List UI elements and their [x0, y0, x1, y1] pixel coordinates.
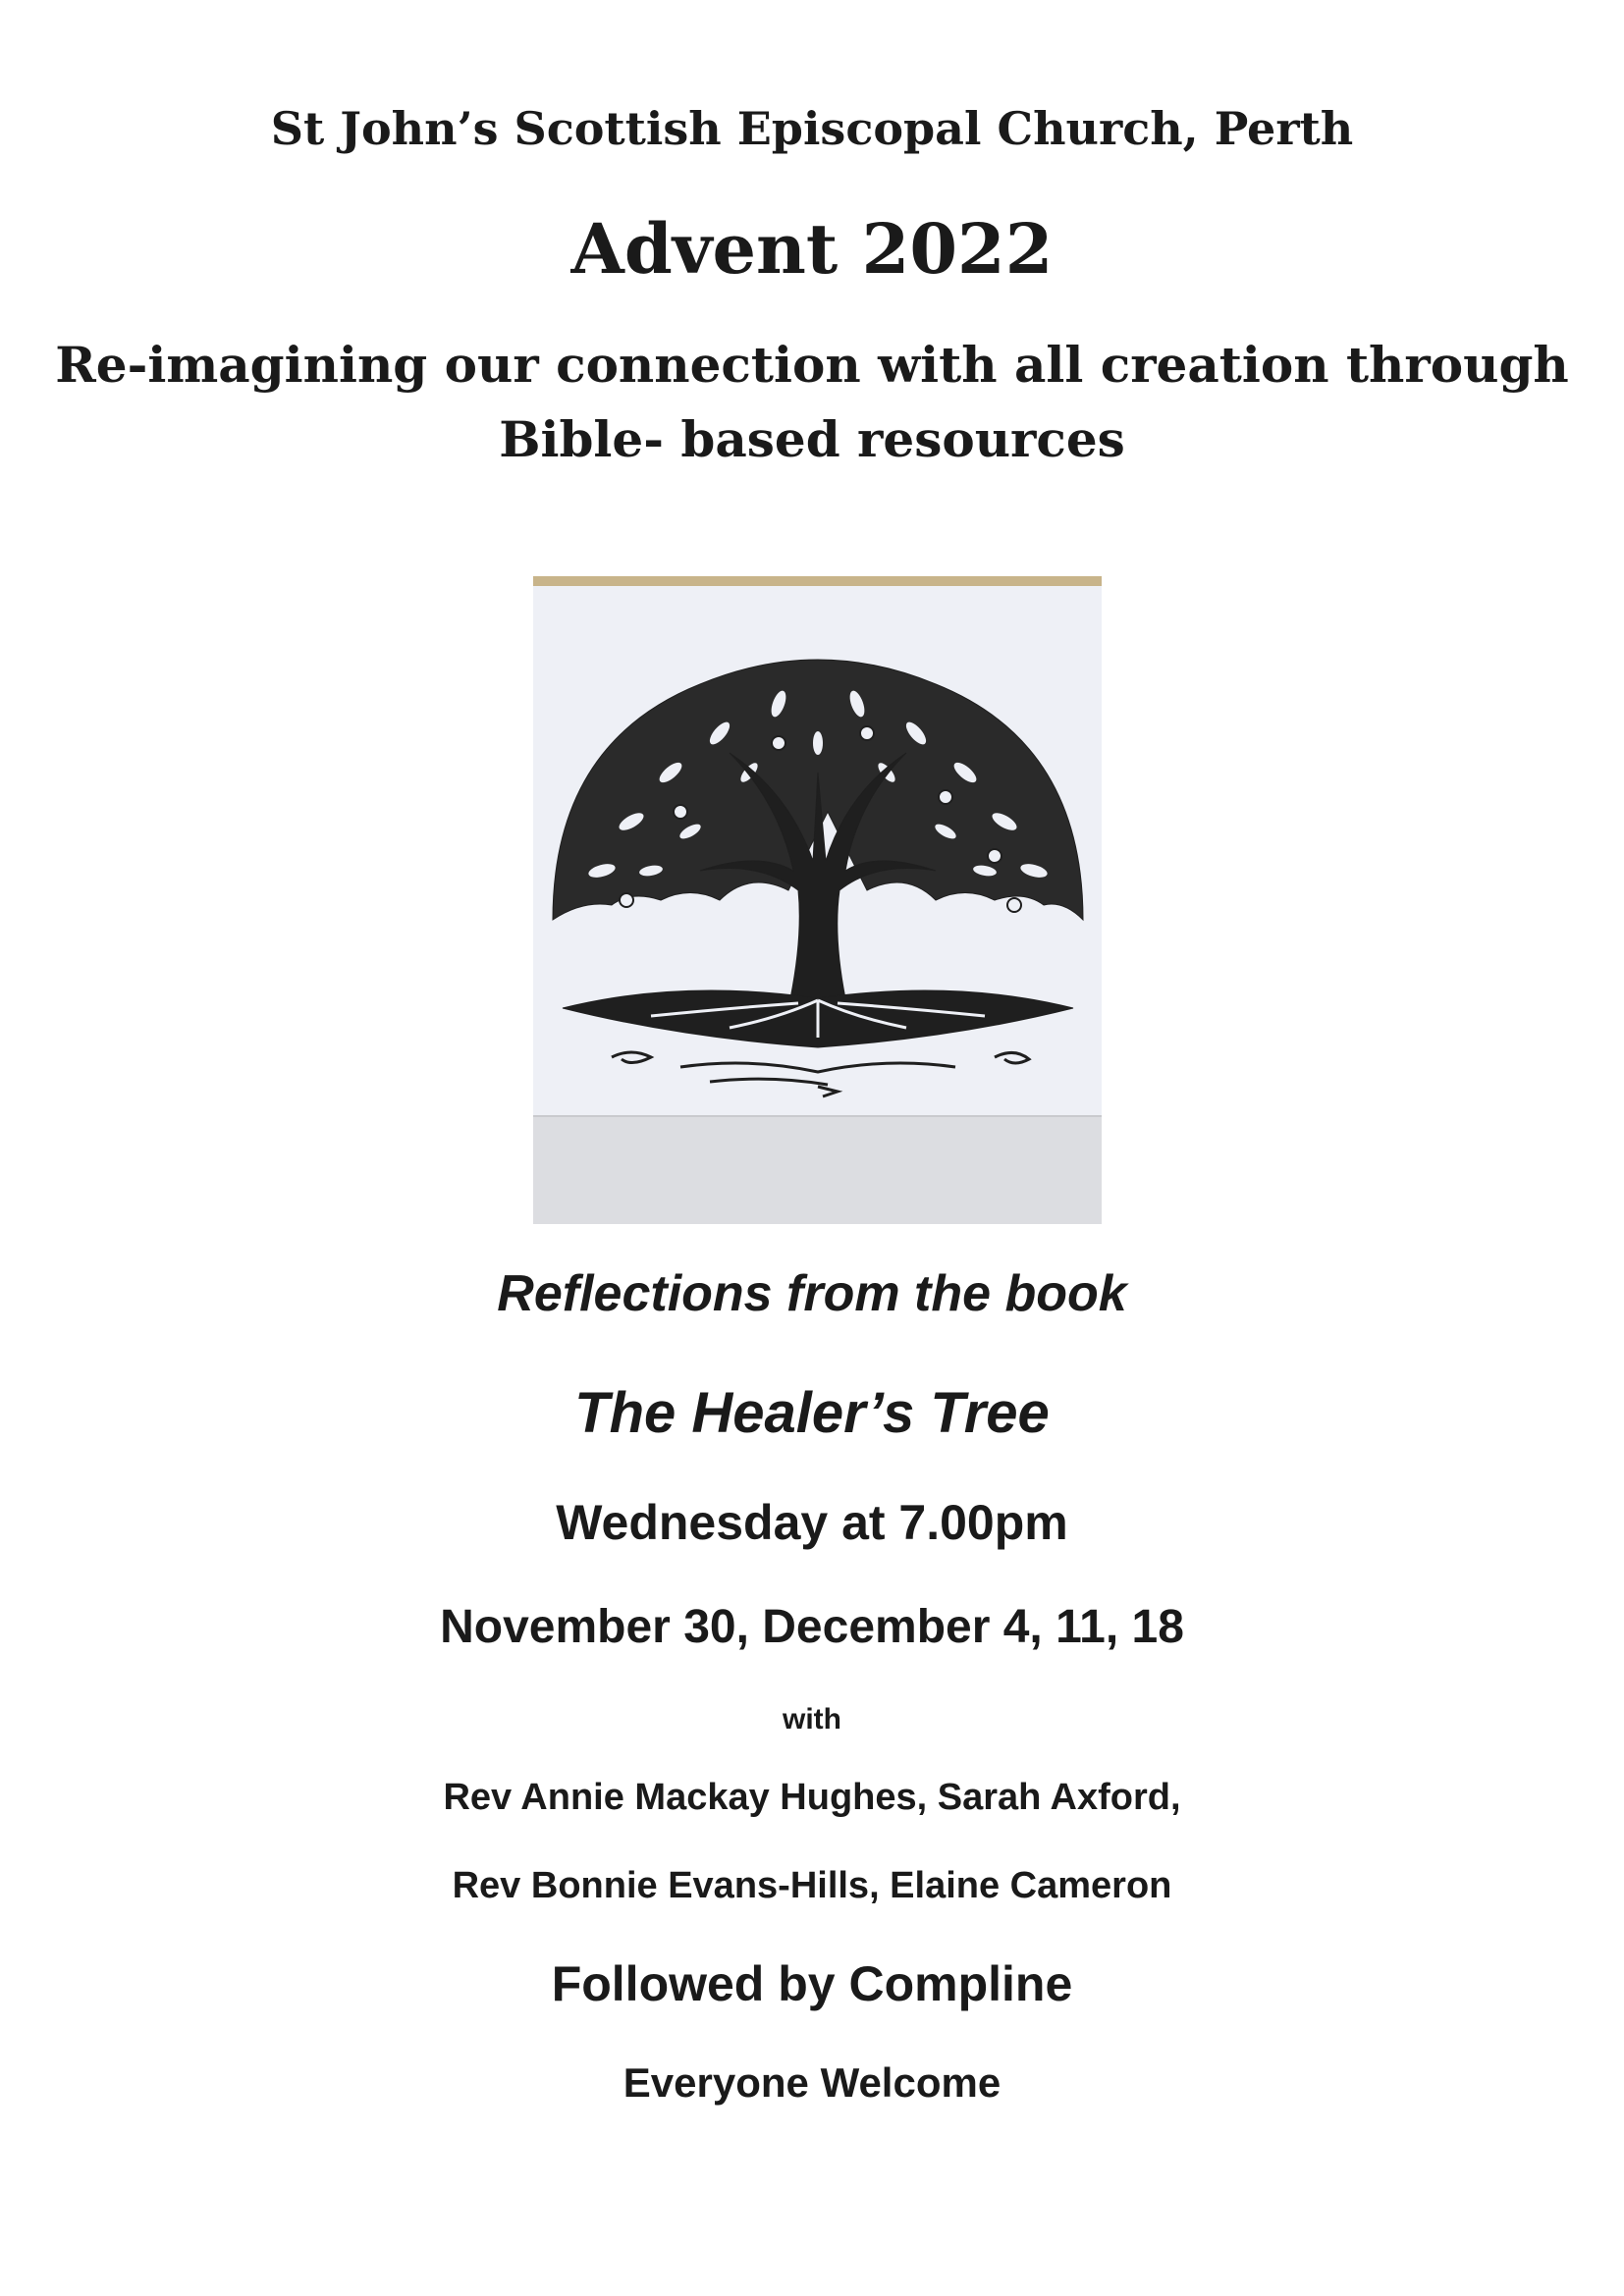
schedule-time: Wednesday at 7.00pm: [556, 1495, 1068, 1550]
book-page-lower: [533, 1116, 1102, 1224]
leaders-line-1: Rev Annie Mackay Hughes, Sarah Axford,: [443, 1777, 1181, 1818]
tree-of-life-icon: [533, 576, 1102, 1224]
church-name: St John’s Scottish Episcopal Church, Perth: [270, 102, 1354, 155]
book-title: The Healer’s Tree: [574, 1381, 1050, 1445]
table-edge: [533, 576, 1102, 586]
reflections-heading: Reflections from the book: [497, 1265, 1127, 1322]
session-dates: November 30, December 4, 11, 18: [440, 1601, 1184, 1653]
subtitle-line-2: Bible- based resources: [499, 410, 1125, 468]
with-label: with: [783, 1703, 841, 1735]
subtitle-line-1: Re-imagining our connection with all creation through: [55, 336, 1569, 394]
leaders-line-2: Rev Bonnie Evans-Hills, Elaine Cameron: [452, 1865, 1172, 1906]
followed-by-compline: Followed by Compline: [551, 1956, 1073, 2011]
everyone-welcome: Everyone Welcome: [623, 2059, 1001, 2106]
page-title: Advent 2022: [570, 208, 1054, 290]
